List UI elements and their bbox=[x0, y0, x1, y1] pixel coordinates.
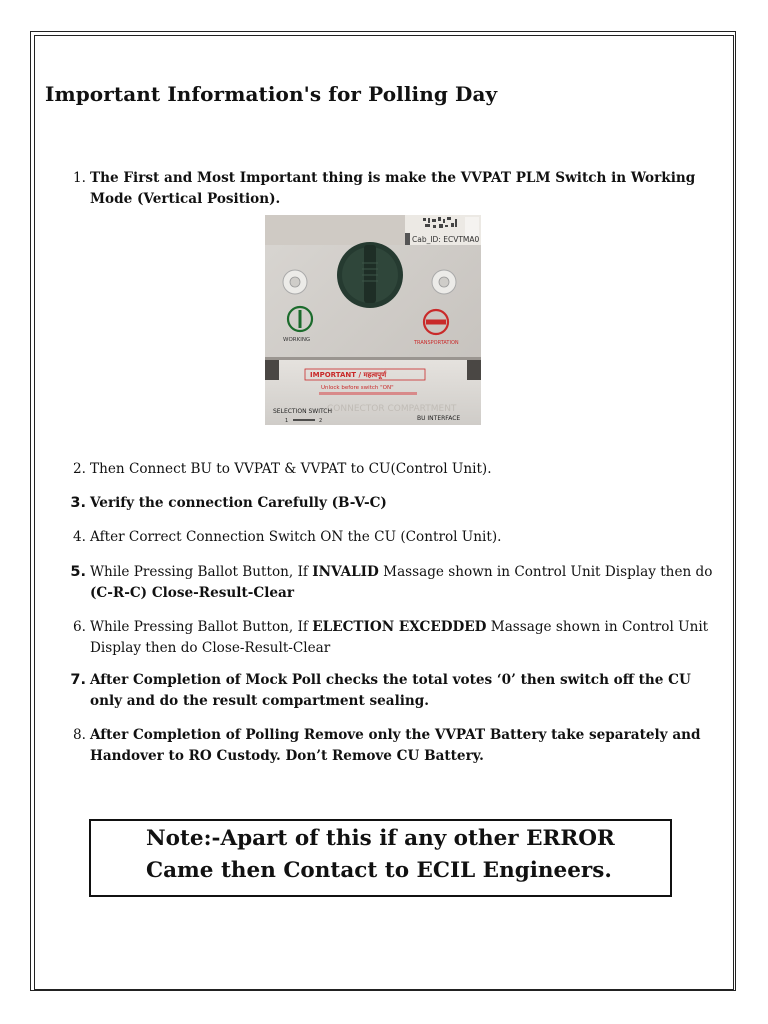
item-text-segment: After Completion of Polling Remove only the VVPAT Battery take separately and Handover to RO Custody. Don’t Remove CU Battery. bbox=[90, 727, 701, 764]
item-text bbox=[90, 493, 726, 514]
connector-compartment-label: CONNECTOR COMPARTMENT bbox=[327, 404, 457, 414]
list-item-3 bbox=[66, 493, 726, 514]
working-label: WORKING bbox=[283, 337, 311, 343]
note-line-1: Note:-Apart of this if any other ERROR bbox=[146, 826, 615, 851]
item-number: 5. bbox=[70, 564, 86, 580]
important-label: IMPORTANT / महत्वपूर्ण bbox=[310, 371, 387, 379]
unlock-label: Unlock before switch "ON" bbox=[321, 385, 394, 391]
item-text bbox=[90, 168, 726, 210]
note-line-2: Came then Contact to ECIL Engineers. bbox=[146, 858, 612, 883]
item-text bbox=[90, 527, 726, 548]
selection-switch-label: SELECTION SWITCH bbox=[273, 408, 333, 415]
page-title: Important Information's for Polling Day bbox=[45, 82, 498, 106]
list-item-2 bbox=[66, 459, 726, 480]
item-number: 4. bbox=[73, 529, 86, 545]
item-number: 7. bbox=[70, 672, 86, 688]
item-text-segment: Then Connect BU to VVPAT & VVPAT to CU(Control Unit). bbox=[90, 461, 492, 477]
list-item-1 bbox=[66, 168, 726, 210]
item-text-segment: While Pressing Ballot Button, If bbox=[90, 564, 313, 580]
item-text bbox=[90, 670, 726, 712]
item-text bbox=[90, 459, 726, 480]
item-text-segment: Massage shown in Control Unit Display then do Close-Result-Clear bbox=[90, 619, 709, 656]
selection-pos-2: 2 bbox=[319, 418, 323, 424]
item-text-segment: After Correct Connection Switch ON the CU (Control Unit). bbox=[90, 529, 502, 545]
item-number: 8. bbox=[73, 727, 86, 743]
item-text-segment: INVALID bbox=[312, 564, 379, 580]
transportation-label: TRANSPORTATION bbox=[414, 340, 459, 346]
list-item-8 bbox=[66, 725, 726, 767]
item-number: 6. bbox=[73, 619, 86, 635]
selection-pos-1: 1 bbox=[285, 418, 289, 424]
item-text-segment: ELECTION EXCEDDED bbox=[312, 619, 487, 635]
item-text-segment: Verify the connection Carefully (B-V-C) bbox=[90, 495, 387, 511]
item-text-segment: The First and Most Important thing is make the VVPAT PLM Switch in Working Mode (Vertical Position). bbox=[90, 170, 696, 207]
item-text-segment: (C-R-C) Close-Result-Clear bbox=[90, 585, 294, 601]
item-text bbox=[90, 725, 726, 767]
item-text bbox=[90, 562, 726, 604]
item-number: 3. bbox=[70, 495, 86, 511]
item-text-segment: After Completion of Mock Poll checks the total votes ‘0’ then switch off the CU only and do the result compartment sealing. bbox=[90, 672, 691, 709]
list-item-5 bbox=[66, 562, 726, 604]
bu-interface-label: BU INTERFACE bbox=[417, 415, 461, 422]
list-item-6 bbox=[66, 617, 726, 659]
item-text-segment: While Pressing Ballot Button, If bbox=[90, 619, 313, 635]
vvpat-switch-photo bbox=[265, 215, 481, 425]
cab-id-label: Cab_ID: ECVTMA0 bbox=[412, 235, 480, 244]
item-number: 2. bbox=[73, 461, 86, 477]
item-text-segment: Massage shown in Control Unit Display then do bbox=[378, 564, 713, 580]
list-item-4 bbox=[66, 527, 726, 548]
list-item-7 bbox=[66, 670, 726, 712]
item-number: 1. bbox=[73, 170, 86, 186]
note-box bbox=[89, 819, 672, 897]
item-text bbox=[90, 617, 726, 659]
